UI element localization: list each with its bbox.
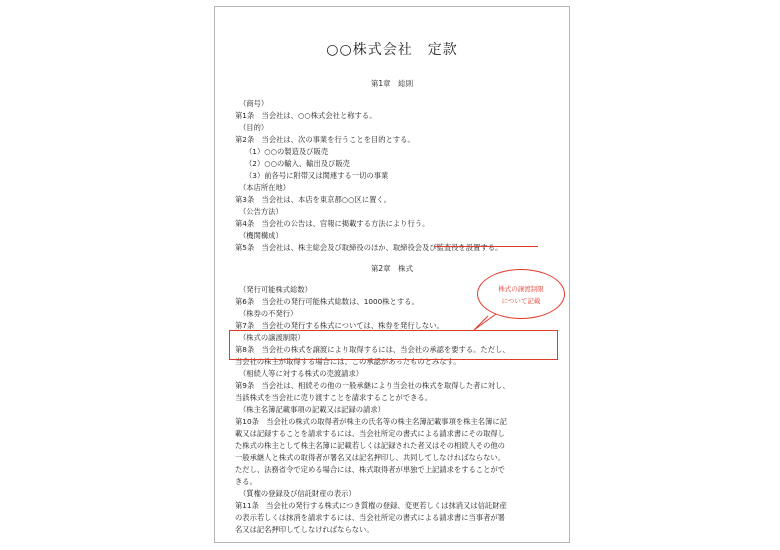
heading-shogo: （商号） [239,99,269,108]
article-10: 第10条 当会社の株式の取得者が株主の氏名等の株主名簿記載事項を株主名簿に記 [235,417,507,426]
callout-bubble [477,269,565,319]
heading-mokuteki: （目的） [239,123,269,132]
article-8: 第8条 当会社の株式を譲渡により取得するには、当会社の承認を要する。ただし、 [235,345,510,354]
article-4: 第4条 当会社の公告は、官報に掲載する方法により行う。 [235,219,430,228]
article-10-cont-5: きる。 [235,477,257,486]
article-10-cont-3: 一般承継人と株式の取得者が署名又は記名押印し、共同してしなければならない。 [235,453,505,462]
page-title: ○○株式会社 定款 [326,42,458,58]
article-10-cont-4: ただし、法務省令で定める場合には、株式取得者が単独で上記請求をすることがで [235,465,505,474]
article-2-item-2: （2）○○の輸入、輸出及び販売 [245,159,350,168]
callout-line-1: 株式の譲渡制限 [498,285,544,293]
article-2-item-1: （1）○○の製造及び販売 [245,147,329,156]
article-2: 第2条 当会社は、次の事業を行うことを目的とする。 [235,135,415,144]
callout-line-2: について記載 [501,297,541,305]
article-2-item-3: （3）前各号に附帯又は関連する一切の事業 [245,171,389,180]
article-1: 第1条 当会社は、○○株式会社と称する。 [235,111,377,120]
article-11-cont-1: の表示若しくは抹消を請求するには、当会社所定の書式による請求書に当事者が署 [235,513,505,522]
article-11: 第11条 当会社の発行する株式につき質権の登録、変更若しくは抹消又は信託財産 [235,501,507,510]
chapter-heading-2: 第2章 株式 [370,264,414,273]
article-9-cont: 当該株式を当会社に売り渡すことを請求することができる。 [235,393,433,402]
heading-joto: （株式の譲渡制限） [239,333,305,342]
heading-honten: （本店所在地） [239,183,291,192]
article-6: 第6条 当会社の発行可能株式総数は、1000株とする。 [235,297,419,306]
chapter-heading-1: 第1章 総則 [370,79,414,88]
article-3: 第3条 当会社は、本店を東京都○○区に置く。 [235,195,391,204]
heading-shichiken: （質権の登録及び信託財産の表示） [239,489,356,498]
heading-sozoku: （相続人等に対する株式の売渡請求） [239,369,364,378]
heading-hakko: （発行可能株式総数） [239,285,312,294]
article-8-cont: 当会社の株主が取得する場合には、この承認があったものとみなす。 [235,357,461,366]
article-9: 第9条 当会社は、相続その他の一般承継により当会社の株式を取得した者に対し、 [235,381,510,390]
article-11-cont-2: 名又は記名押印してしなければならない。 [235,525,374,534]
heading-meibo: （株主名簿記載事項の記載又は記録の請求） [239,405,385,414]
heading-kabuken: （株券の不発行） [239,309,298,318]
heading-kikan: （機関構成） [239,231,283,240]
article-7: 第7条 当会社の発行する株式については、株券を発行しない。 [235,321,444,330]
heading-koukoku: （公告方法） [239,207,283,216]
article-5-red-underline [434,246,538,247]
article-5: 第5条 当会社は、株主総会及び取締役のほか、取締役会及び監査役を設置する。 [235,243,503,252]
article-10-cont-1: 載又は記録することを請求するには、当会社所定の書式による請求書にその取得し [235,429,505,438]
article-10-cont-2: た株式の株主として株主名簿に記載若しくは記録された者又はその相続人その他の [235,441,505,450]
